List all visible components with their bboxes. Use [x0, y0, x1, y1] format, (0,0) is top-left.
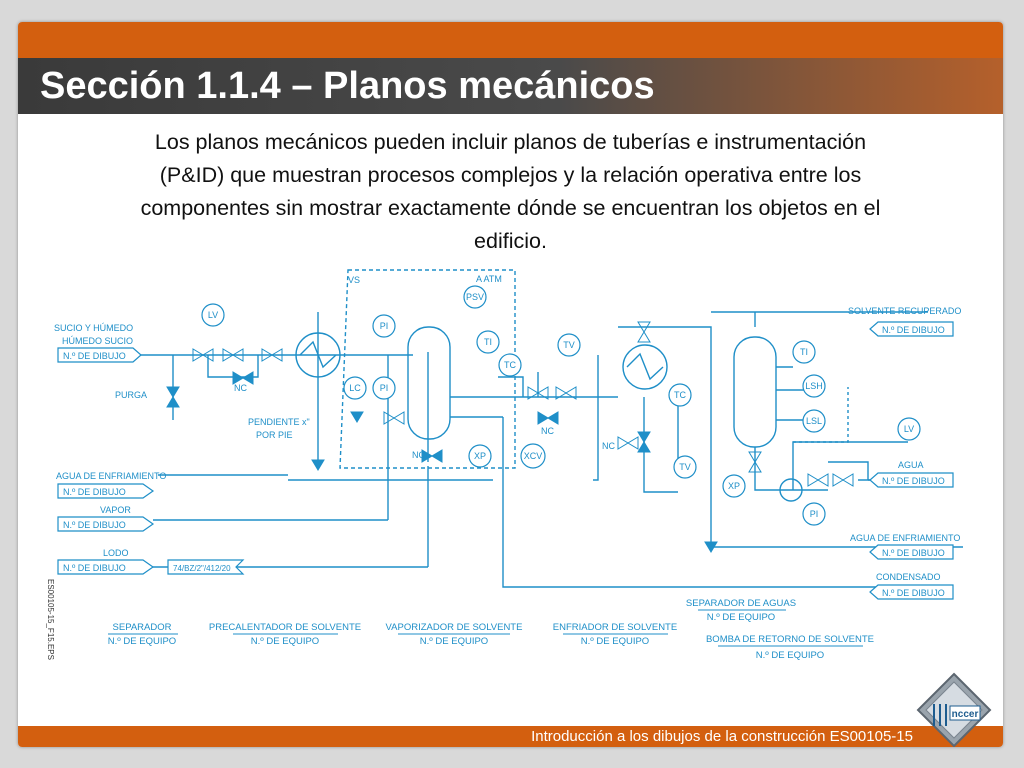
label-nc: NC	[412, 450, 425, 460]
equipment-precalentador-ref: N.º DE EQUIPO	[250, 636, 320, 647]
slide-description: Los planos mecánicos pueden incluir planos de tuberías e instrumentación (P&ID) que muestran procesos complejos y la relación operativa entre los componentes sin mostrar exactamente dónde se encuentran los objetos en el edificio.	[140, 130, 881, 253]
figure-id: ES00105-15_F15.EPS	[46, 579, 55, 660]
stream-agua-ref: N.º DE DIBUJO	[882, 476, 945, 486]
stream-condensado-ref: N.º DE DIBUJO	[882, 588, 945, 598]
slide-footer: Introducción a los dibujos de la construcción ES00105-15	[531, 728, 913, 745]
instrument-lc: LC	[349, 383, 361, 393]
instrument-pi: PI	[379, 321, 389, 331]
stream-agua-enfriamiento-out-ref: N.º DE DIBUJO	[882, 548, 945, 558]
slide	[18, 22, 1003, 747]
instrument-xp: XP	[727, 481, 741, 491]
logo-text: nccer	[951, 709, 979, 720]
stream-agua-enfriamiento-ref: N.º DE DIBUJO	[63, 487, 126, 497]
instrument-xcv: XCV	[523, 451, 543, 461]
label-nc: NC	[541, 426, 554, 436]
label-vs: VS	[348, 275, 361, 285]
equipment-bomba-name: BOMBA DE RETORNO DE SOLVENTE	[705, 634, 875, 645]
instrument-tc: TC	[674, 390, 686, 400]
stream-agua-enfriamiento-title: AGUA DE ENFRIAMIENTO	[56, 471, 167, 481]
label-nc: NC	[234, 383, 247, 393]
equipment-vaporizador-name: VAPORIZADOR DE SOLVENTE	[385, 622, 523, 633]
instrument-ti: TI	[800, 347, 808, 357]
stream-lodo-code: 74/BZ/2"/412/20	[173, 564, 231, 573]
stream-vapor-ref: N.º DE DIBUJO	[63, 520, 126, 530]
stream-solvente-ref: N.º DE DIBUJO	[882, 325, 945, 335]
equipment-enfriador-name: ENFRIADOR DE SOLVENTE	[552, 622, 678, 633]
equipment-vaporizador-ref: N.º DE EQUIPO	[419, 636, 489, 647]
instrument-tv: TV	[679, 462, 691, 472]
instrument-ti: TI	[484, 337, 492, 347]
slide-title: Sección 1.1.4 – Planos mecánicos	[40, 65, 655, 107]
instrument-psv: PSV	[465, 292, 485, 302]
stream-agua-title: AGUA	[898, 460, 924, 470]
instrument-lsh: LSH	[805, 381, 823, 391]
stream-solvente-title: SOLVENTE RECUPERADO	[848, 306, 962, 316]
equipment-separador-aguas-name: SEPARADOR DE AGUAS	[685, 598, 797, 609]
stream-sucio-subtitle: HÚMEDO SUCIO	[62, 336, 134, 346]
stream-sucio-ref: N.º DE DIBUJO	[63, 351, 126, 361]
equipment-bomba-ref: N.º DE EQUIPO	[755, 650, 825, 661]
instrument-tc: TC	[504, 360, 516, 370]
label-a-atm: A ATM	[476, 274, 502, 284]
stream-sucio-title: SUCIO Y HÚMEDO	[54, 323, 134, 333]
equipment-separador-ref: N.º DE EQUIPO	[107, 636, 177, 647]
instrument-lv: LV	[207, 310, 219, 320]
instrument-xp: XP	[473, 451, 487, 461]
stream-lodo-title: LODO	[103, 548, 129, 558]
stream-agua-enfriamiento-out-title: AGUA DE ENFRIAMIENTO	[850, 533, 961, 543]
instrument-pi: PI	[379, 383, 389, 393]
label-purga: PURGA	[115, 390, 148, 400]
instrument-pi: PI	[809, 509, 819, 519]
label-pendiente: PENDIENTE x"	[248, 417, 310, 427]
equipment-precalentador-name: PRECALENTADOR DE SOLVENTE	[208, 622, 362, 633]
equipment-separador-aguas-ref: N.º DE EQUIPO	[706, 612, 776, 623]
instrument-tv: TV	[563, 340, 575, 350]
stream-vapor-title: VAPOR	[100, 505, 131, 515]
stream-condensado-title: CONDENSADO	[876, 572, 941, 582]
pid-diagram	[18, 22, 1003, 747]
equipment-separador-name: SEPARADOR	[112, 622, 172, 633]
stream-lodo-ref: N.º DE DIBUJO	[63, 563, 126, 573]
equipment-enfriador-ref: N.º DE EQUIPO	[580, 636, 650, 647]
instrument-lsl: LSL	[805, 416, 823, 426]
nccer-logo-icon	[914, 670, 994, 747]
label-nc: NC	[602, 441, 615, 451]
instrument-lv: LV	[903, 424, 915, 434]
label-por-pie: POR PIE	[256, 430, 293, 440]
